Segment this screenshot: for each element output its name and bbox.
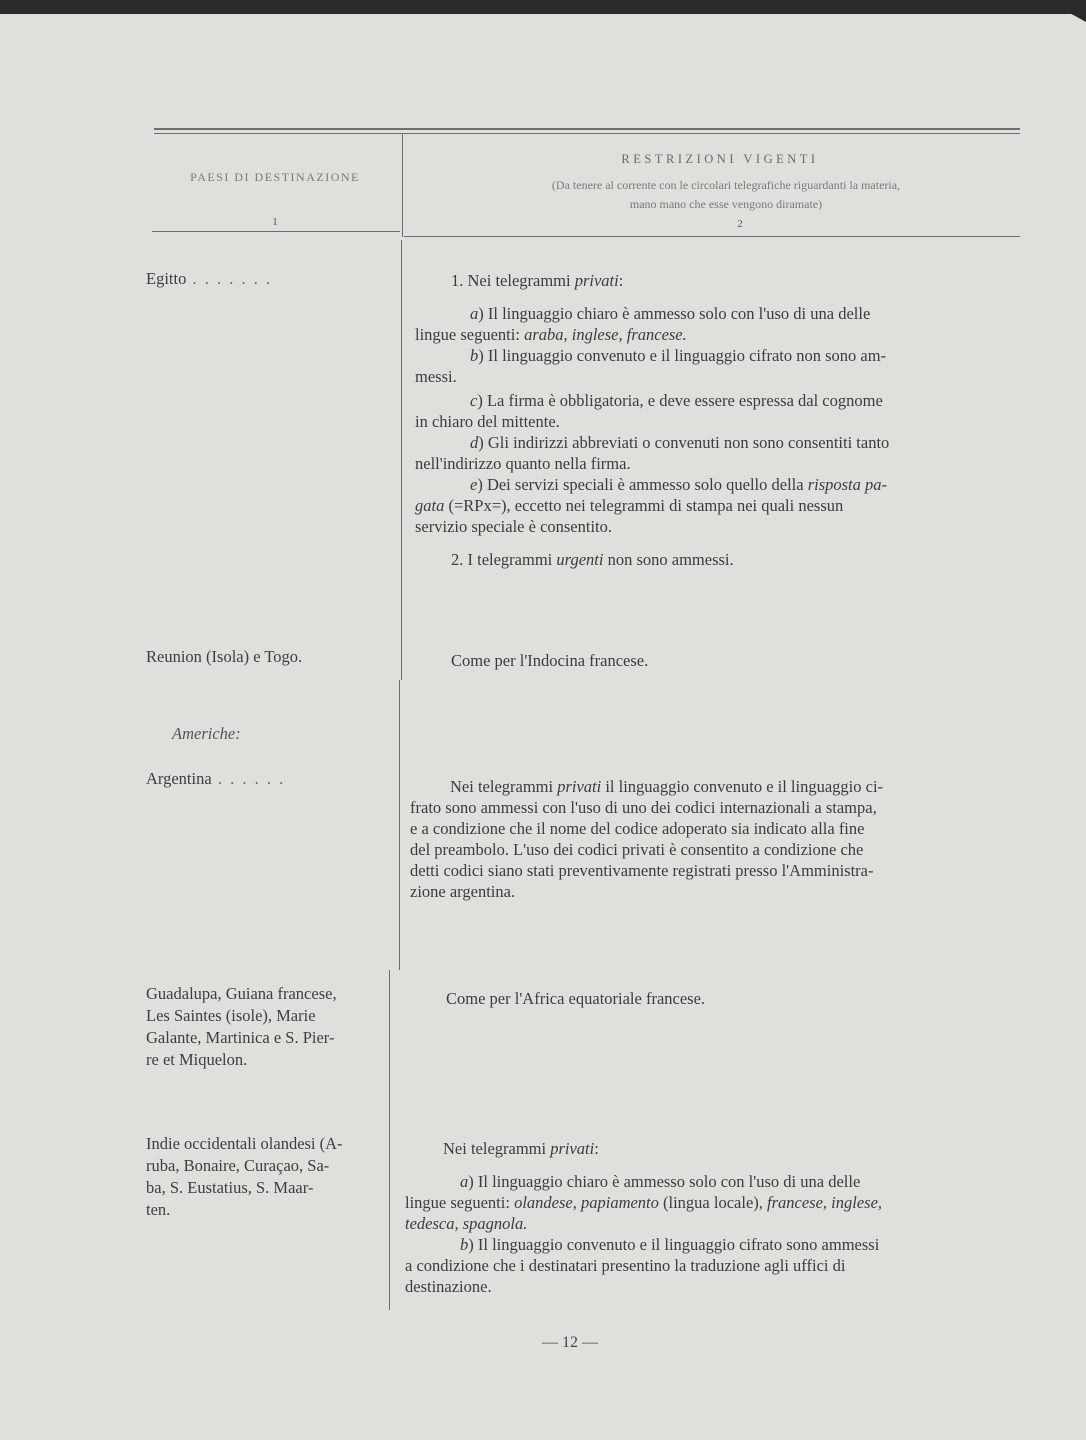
indie-b: b) Il linguaggio convenuto e il linguaggio cifrato sono ammessi [460,1235,880,1254]
argentina-restrictions: Nei telegrammi privati il linguaggio convenuto e il linguaggio ci- frato sono ammessi con l'uso di uno dei codici internazionali a stampa, e a condizione che il nome del codice adoperato sia indicato alla fine del preambolo. L'uso dei codici privati è consentito a condizione che detti codici siano stati preventivamente registrati presso l'Amministra- zione argentina. [410,777,884,901]
country-guadalupa: Guadalupa, Guiana francese, Les Saintes (isole), Marie Galante, Martinica e S. Pier- re et Miquelon. [146,984,337,1069]
note-line-2: mano mano che esse vengono diramate) [629,197,823,211]
egitto-a: a) Il linguaggio chiaro è ammesso solo con l'uso di una delle [470,304,871,323]
egitto-p1: 1. Nei telegrammi privati: [451,271,624,290]
note-line-1: (Da tenere al corrente con le circolari telegrafiche riguardanti la materia, [551,178,901,192]
indie-restrictions: Nei telegrammi privati: a) Il linguaggio chiaro è ammesso solo con l'uso di una delle lingue seguenti: olandese, papiamento (lingua locale), francese, inglese, tedesca, spagnola. b) Il linguaggio convenuto e il linguaggio cifrato sono ammessi a condizione che i destinatari presentino la traduzione agli uffici di destinazione. [405,1138,1013,1297]
egitto-b: b) Il linguaggio convenuto e il linguaggio cifrato non sono am- [470,346,887,365]
scan-top-edge [0,0,1086,14]
body-divider-lower [399,680,400,970]
column-header-note [430,176,1022,214]
egitto-restrictions: 1. Nei telegrammi privati: a) Il linguaggio chiaro è ammesso solo con l'uso di una delle lingue seguenti: araba, inglese, francese. b) Il linguaggio convenuto e il linguaggio cifrato non sono am- messi. c) La firma è obbligatoria, e deve essere espressa dal cognome in chiaro del mittente. d) Gli indirizzi abbreviati o convenuti non sono consentiti tanto nell'indirizzo quanto nella firma. e) Dei servizi speciali è ammesso solo quello della risposta pa- gata (=RPx=), eccetto nei telegrammi di stampa nei quali nessun servizio speciale è consentito. 2. I telegrammi urgenti non sono ammessi. [415,270,1018,570]
reunion-restrictions: Come per l'Indocina francese. [451,651,649,670]
header-top-rule [154,128,1020,130]
region-americhe: Americhe: [172,724,241,743]
egitto-c: c) La firma è obbligatoria, e deve essere espressa dal cognome [470,391,883,410]
egitto-p2: 2. I telegrammi urgenti non sono ammessi. [451,550,734,569]
country-argentina: Argentina . . . [146,768,285,790]
guadalupa-restrictions: Come per l'Africa equatoriale francese. [446,989,706,1008]
header-bottom-rule-right [404,236,1020,237]
country-reunion: Reunion (Isola) e Togo. [146,647,303,666]
header-top-rule-thin [154,133,1020,134]
header-divider [402,133,403,237]
column-header-restrictions: RESTRIZIONI VIGENTI [621,152,819,166]
column-header-destinations: PAESI DI DESTINAZIONE [190,170,360,184]
column-number-1: 1 [272,216,278,228]
body-divider-bottom [389,970,390,1310]
column-number-2: 2 [737,218,743,230]
country-indie-occidentali: Indie occidentali olandesi (A- ruba, Bonaire, Curaçao, Sa- ba, S. Eustatius, S. Maar- ten. [146,1134,343,1219]
country-egitto: Egitto . . . [146,268,272,290]
scan-corner [1046,0,1086,22]
page-number: — 12 — [542,1334,598,1351]
egitto-e: e) Dei servizi speciali è ammesso solo quello della risposta pa- [470,475,888,494]
indie-a: a) Il linguaggio chiaro è ammesso solo con l'uso di una delle [460,1172,861,1191]
body-divider-upper [401,240,402,680]
header-bottom-rule-left [152,231,400,232]
egitto-d: d) Gli indirizzi abbreviati o convenuti non sono consentiti tanto [470,433,890,452]
